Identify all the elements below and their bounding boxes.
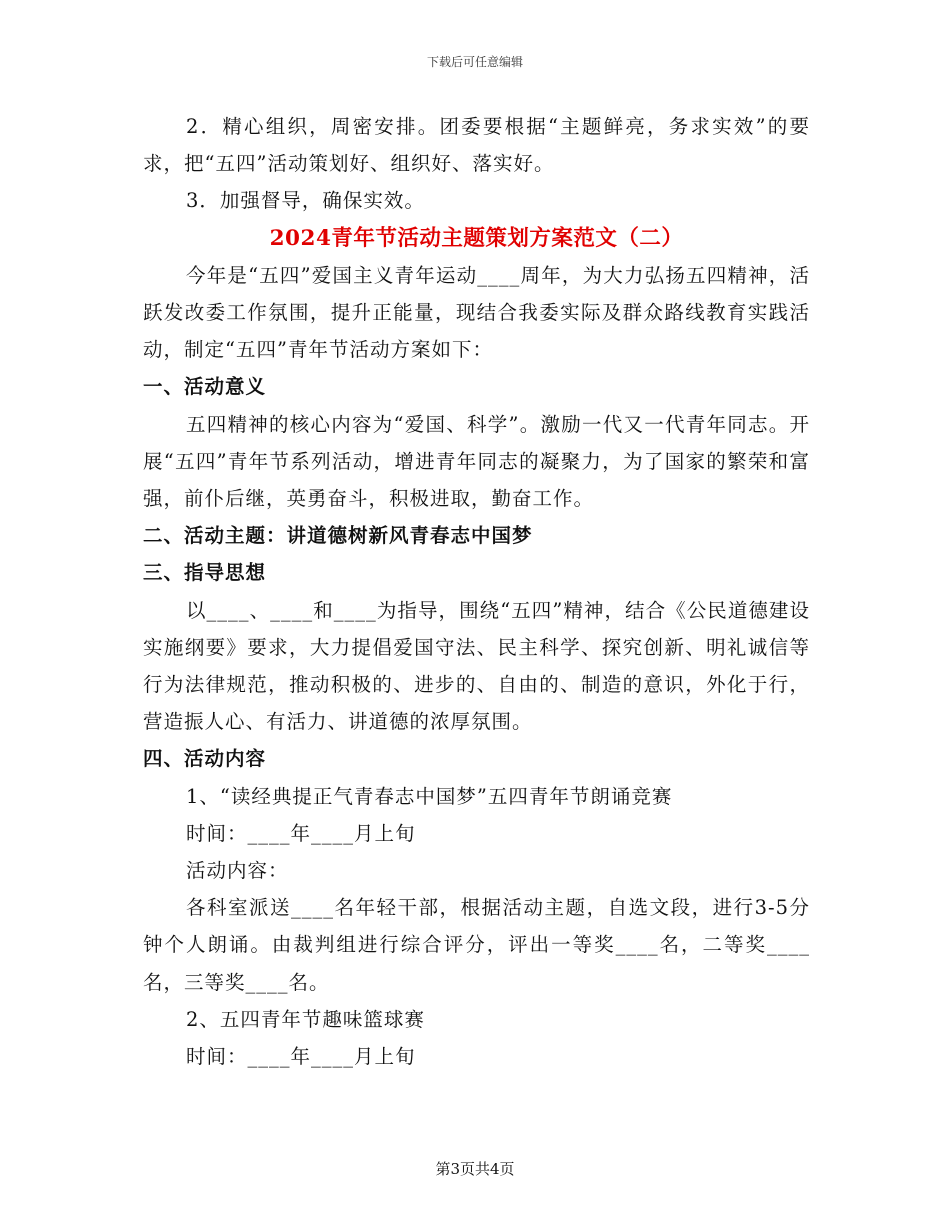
paragraph-intro: 今年是“五四”爱国主义青年运动____周年，为大力弘扬五四精神，活跃发改委工作氛围，提升正能量，现结合我委实际及群众路线教育实践活动，制定“五四”青年节活动方案如下： [143, 263, 810, 362]
paragraph-item-basketball: 2、五四青年节趣味篮球赛 [186, 1007, 425, 1031]
heading-theme: 二、活动主题：讲道德树新风青春志中国梦 [143, 524, 533, 548]
heading-significance: 一、活动意义 [143, 375, 267, 399]
page-footer: 第3页共4页 [435, 1160, 515, 1178]
document-body [143, 108, 810, 1075]
paragraph-recitation-time: 时间：____年____月上旬 [186, 821, 416, 845]
paragraph-guiding-thought: 以____、____和____为指导，围绕“五四”精神，结合《公民道德建设实施纲要》要求，大力提倡爱国守法、民主科学、探究创新、明礼诚信等行为法律规范，推动积极的、进步的、自由的、制造的意识，外化于行，营造振人心、有活力、讲道德的浓厚氛围。 [143, 598, 810, 734]
page-header: 下载后可任意编辑 [426, 55, 523, 69]
paragraph-supervise: 3．加强督导，确保实效。 [186, 189, 425, 213]
paragraph-recitation-details: 各科室派送____名年轻干部，根据活动主题，自选文段，进行3-5分钟个人朗诵。由裁判组进行综合评分，评出一等奖____名，二等奖____名，三等奖____名。 [143, 896, 810, 994]
paragraph-organize: 2．精心组织，周密安排。团委要根据“主题鲜亮，务求实效”的要求，把“五四”活动策划好、组织好、落实好。 [143, 115, 810, 176]
heading-content: 四、活动内容 [143, 747, 267, 771]
paragraph-significance: 五四精神的核心内容为“爱国、科学”。激励一代又一代青年同志。开展“五四”青年节系列活动，增进青年同志的凝聚力，为了国家的繁荣和富强，前仆后继，英勇奋斗，积极进取，勤奋工作。 [143, 412, 810, 511]
heading-guiding-thought: 三、指导思想 [143, 561, 267, 585]
paragraph-item-recitation: 1、“读经典提正气青春志中国梦”五四青年节朗诵竞赛 [186, 784, 673, 808]
paragraph-recitation-label: 活动内容： [186, 859, 289, 883]
paragraph-basketball-time: 时间：____年____月上旬 [186, 1045, 416, 1069]
document-title: 2024青年节活动主题策划方案范文（二） [269, 225, 684, 251]
